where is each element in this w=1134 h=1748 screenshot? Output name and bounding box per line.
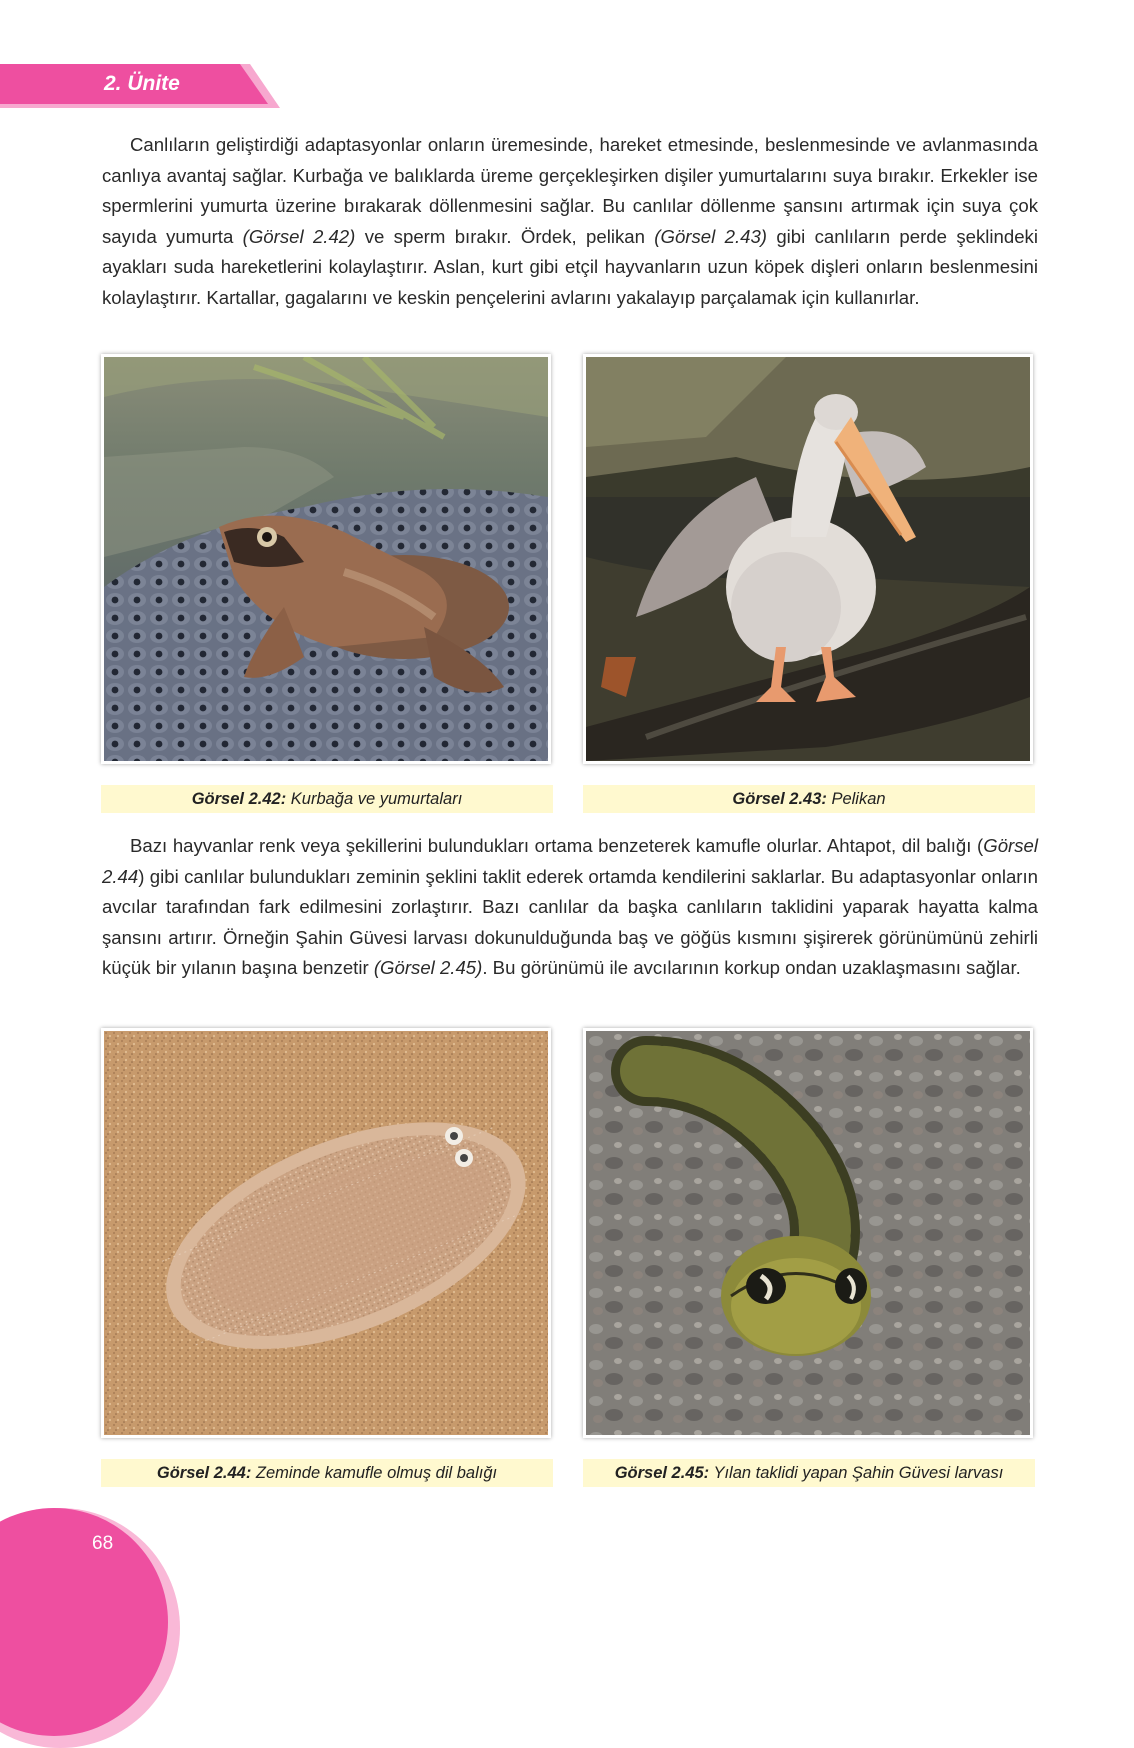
caption-text: Zeminde kamufle olmuş dil balığı bbox=[251, 1464, 498, 1482]
caption-label: Görsel 2.42: bbox=[191, 790, 287, 808]
para1-ref-2: (Görsel 2.43) bbox=[654, 225, 767, 247]
page-number: 68 bbox=[92, 1533, 114, 1554]
para1-ref-1: (Görsel 2.42) bbox=[242, 225, 356, 247]
para1-text-2: ve sperm bırakır. Ördek, pelikan bbox=[355, 225, 655, 247]
caption-label: Görsel 2.43: bbox=[732, 790, 827, 808]
paragraph-adaptations bbox=[102, 130, 1038, 314]
caption-text: Pelikan bbox=[826, 790, 886, 808]
page-number-badge bbox=[0, 1508, 180, 1748]
para1-text-3: gibi canlıların perde şeklindeki ayakları suda hareketlerini kolaylaştırır. Aslan, kurt gibi etçil hayvanların uzun köpek dişleri onların beslenmesini kolaylaştırır. Kartallar, gagalarını ve keskin pençelerini avlarını yakalayıp parçalamak için kullanırlar. bbox=[102, 225, 1038, 308]
caption-text: Yılan taklidi yapan Şahin Güvesi larvası bbox=[709, 1464, 1004, 1482]
caption-label: Görsel 2.45: bbox=[614, 1464, 710, 1482]
para2-text-3: . Bu görünümü ile avcılarının korkup ondan uzaklaşmasını sağlar. bbox=[482, 957, 1021, 979]
caption-gorsel-2-43 bbox=[583, 785, 1035, 813]
flatfish-photo bbox=[101, 1028, 551, 1438]
unit-tab bbox=[0, 64, 280, 108]
caption-gorsel-2-44 bbox=[101, 1459, 553, 1487]
caption-gorsel-2-45 bbox=[583, 1459, 1035, 1487]
frog-photo bbox=[101, 354, 551, 764]
paragraph-camouflage bbox=[102, 831, 1038, 984]
caption-label: Görsel 2.44: bbox=[156, 1464, 252, 1482]
unit-title: 2. Ünite bbox=[104, 72, 180, 95]
caption-text: Kurbağa ve yumurtaları bbox=[286, 790, 463, 808]
para1-text-1: Canlıların geliştirdiği adaptasyonlar onların üremesinde, hareket etmesinde, beslenmesinde ve avlanmasında canlıya avantaj sağlar. Kurbağa ve balıklarda üreme gerçekleşirken dişiler yumurtalarını suya bırakır. Erkekler ise spermlerini yumurta üzerine bırakarak döllenmesini sağlar. Bu canlılar döllenme şansını artırmak için suya çok sayıda yumurta bbox=[102, 134, 1038, 247]
para2-text-2: ) gibi canlılar bulundukları zeminin şeklini taklit ederek ortamda kendilerini saklarlar. Bu adaptasyonlar onların avcılar tarafından fark edilmesini zorlaştırır. Bazı canlılar da başka canlıların taklidini yaparak hayatta kalma şansını artırır. Örneğin Şahin Güvesi larvası dokunulduğunda baş ve göğüs kısmını şişirerek görünümünü zehirli küçük bir yılanın başına benzetir bbox=[102, 865, 1038, 979]
caption-gorsel-2-42 bbox=[101, 785, 553, 813]
para2-ref-1: Görsel 2.44 bbox=[102, 835, 1038, 887]
pelican-photo bbox=[583, 354, 1033, 764]
para2-text-1: Bazı hayvanlar renk veya şekillerini bulundukları ortama benzeterek kamufle olurlar. Ahtapot, dil balığı ( bbox=[130, 835, 984, 856]
para2-ref-2: (Görsel 2.45) bbox=[373, 957, 483, 979]
caterpillar-photo bbox=[583, 1028, 1033, 1438]
